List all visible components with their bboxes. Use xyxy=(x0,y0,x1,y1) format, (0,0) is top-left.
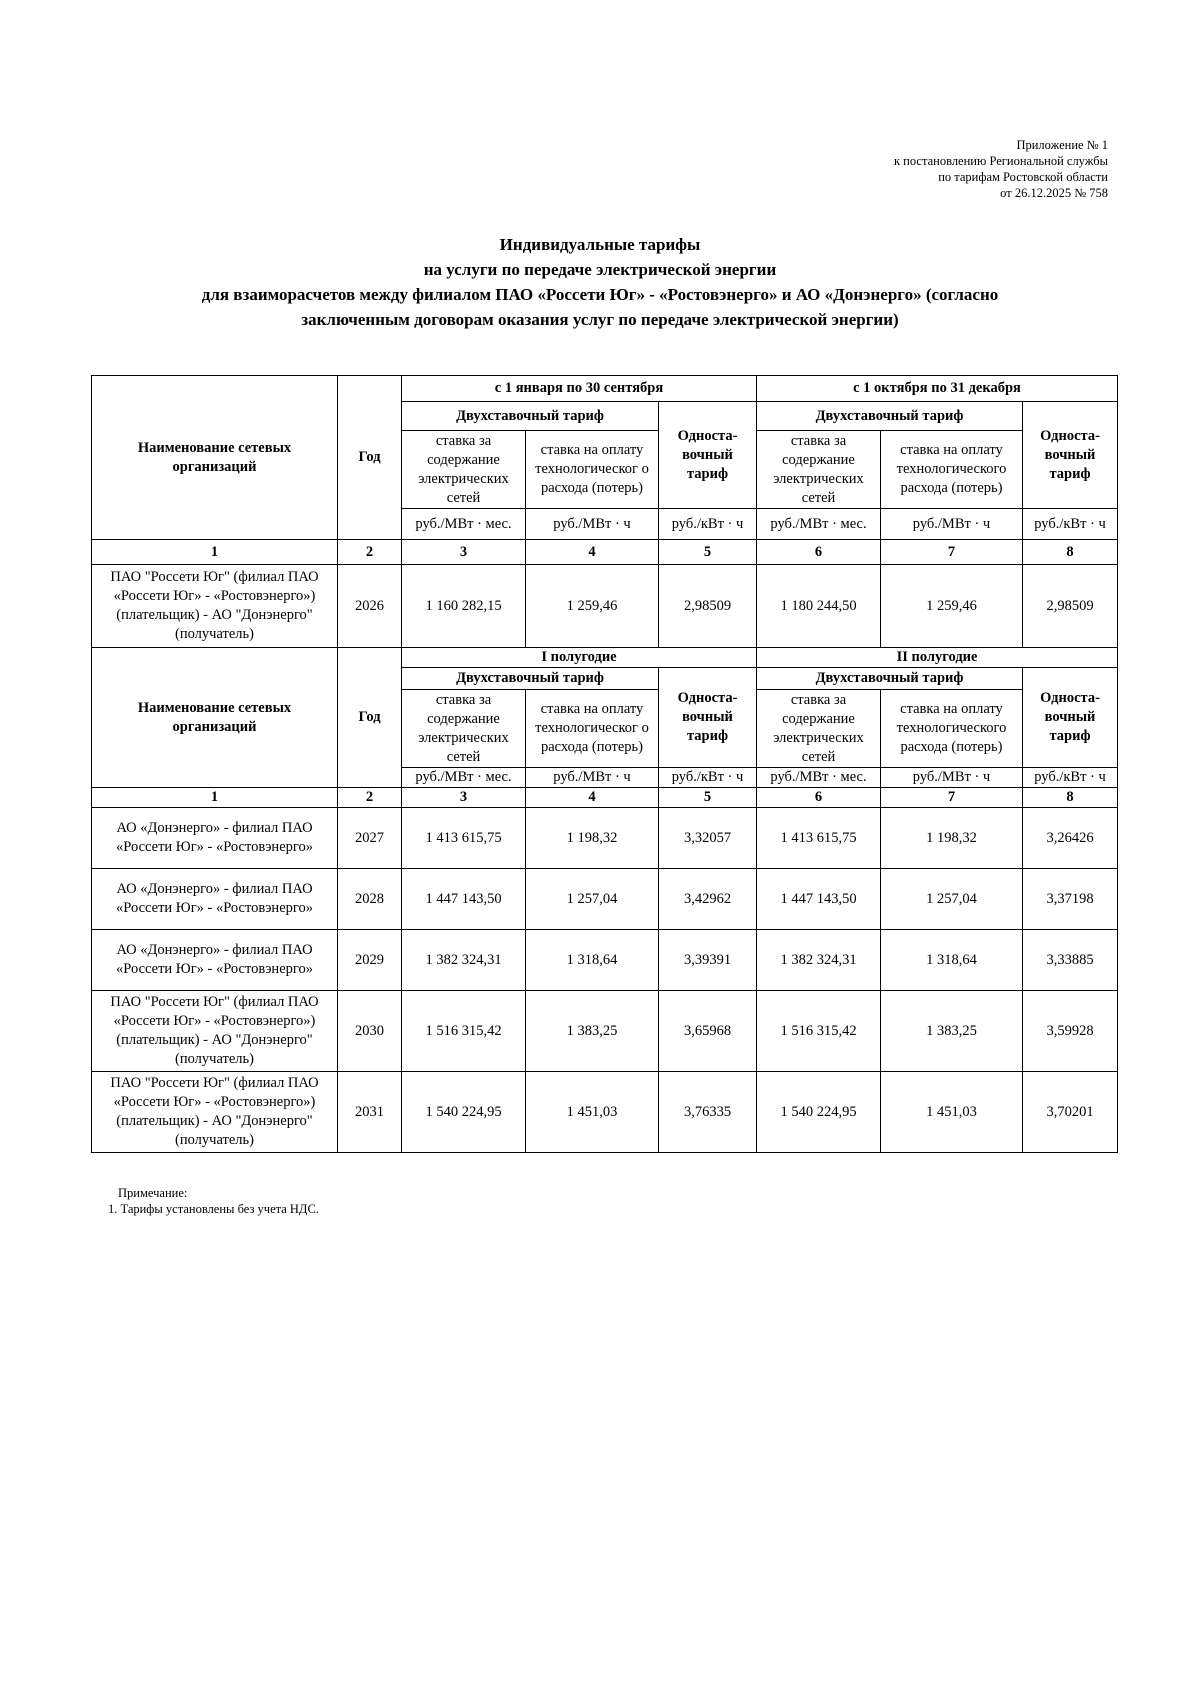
value-cell: 3,65968 xyxy=(659,991,757,1072)
header-two-rate: Двухставочный тариф xyxy=(402,402,659,431)
appendix-line: по тарифам Ростовской области xyxy=(938,170,1108,184)
value-cell: 3,70201 xyxy=(1023,1072,1118,1153)
org-name-cell: ПАО "Россети Юг" (филиал ПАО «Россети Юг» - «Ростовэнерго») (плательщик) - АО "Донэнерго" (получатель) xyxy=(92,991,338,1072)
unit-cell: руб./МВт · ч xyxy=(526,509,659,540)
column-number: 8 xyxy=(1023,788,1118,808)
header-two-rate: Двухставочный тариф xyxy=(402,668,659,690)
column-number: 7 xyxy=(881,540,1023,565)
value-cell: 1 413 615,75 xyxy=(402,808,526,869)
org-name-cell: ПАО "Россети Юг" (филиал ПАО «Россети Юг» - «Ростовэнерго») (плательщик) - АО "Донэнерго" (получатель) xyxy=(92,1072,338,1153)
header-rate-maintenance: ставка за содержание электрических сетей xyxy=(402,690,526,768)
value-cell: 3,59928 xyxy=(1023,991,1118,1072)
value-cell: 1 413 615,75 xyxy=(757,808,881,869)
value-cell: 1 516 315,42 xyxy=(757,991,881,1072)
header-rate-loss: ставка на оплату технологическог о расхода (потерь) xyxy=(526,431,659,509)
table-row xyxy=(92,565,1118,648)
year-cell: 2029 xyxy=(338,930,402,991)
header-one-rate: Односта-вочный тариф xyxy=(659,402,757,509)
title-line: Индивидуальные тарифы xyxy=(499,235,701,254)
value-cell: 1 451,03 xyxy=(526,1072,659,1153)
header-rate-loss: ставка на оплату технологического расхода (потерь) xyxy=(881,431,1023,509)
header-org-name: Наименование сетевых организаций xyxy=(92,376,338,540)
column-number: 6 xyxy=(757,540,881,565)
header-period-1: с 1 января по 30 сентября xyxy=(402,376,757,402)
value-cell: 1 259,46 xyxy=(526,565,659,648)
value-cell: 1 382 324,31 xyxy=(757,930,881,991)
header-one-rate: Односта-вочный тариф xyxy=(1023,668,1118,768)
column-number: 5 xyxy=(659,540,757,565)
unit-cell: руб./МВт · ч xyxy=(526,768,659,788)
org-name-cell: АО «Донэнерго» - филиал ПАО «Россети Юг» - «Ростовэнерго» xyxy=(92,869,338,930)
header-period-2: с 1 октября по 31 декабря xyxy=(757,376,1118,402)
header-org-name: Наименование сетевых организаций xyxy=(92,648,338,788)
value-cell: 1 257,04 xyxy=(881,869,1023,930)
value-cell: 3,39391 xyxy=(659,930,757,991)
column-number: 5 xyxy=(659,788,757,808)
column-number: 7 xyxy=(881,788,1023,808)
unit-cell: руб./МВт · мес. xyxy=(402,509,526,540)
value-cell: 2,98509 xyxy=(659,565,757,648)
value-cell: 1 383,25 xyxy=(526,991,659,1072)
header-rate-loss: ставка на оплату технологическог о расхода (потерь) xyxy=(526,690,659,768)
value-cell: 1 257,04 xyxy=(526,869,659,930)
header-one-rate: Односта-вочный тариф xyxy=(659,668,757,768)
value-cell: 1 198,32 xyxy=(526,808,659,869)
header-two-rate: Двухставочный тариф xyxy=(757,668,1023,690)
column-number: 2 xyxy=(338,540,402,565)
table-row xyxy=(92,930,1118,991)
value-cell: 1 447 143,50 xyxy=(402,869,526,930)
value-cell: 1 382 324,31 xyxy=(402,930,526,991)
appendix-line: Приложение № 1 xyxy=(1016,138,1108,152)
unit-cell: руб./кВт · ч xyxy=(659,768,757,788)
title-line: для взаиморасчетов между филиалом ПАО «Россети Юг» - «Ростовэнерго» и АО «Донэнерго» (согласно xyxy=(201,285,999,304)
title-line: заключенным договорам оказания услуг по передаче электрической энергии) xyxy=(301,310,899,329)
header-two-rate: Двухставочный тариф xyxy=(757,402,1023,431)
title-line: на услуги по передаче электрической энергии xyxy=(423,260,777,279)
header-rate-maintenance: ставка за содержание электрических сетей xyxy=(757,431,881,509)
org-name-cell: АО «Донэнерго» - филиал ПАО «Россети Юг» - «Ростовэнерго» xyxy=(92,808,338,869)
table-row xyxy=(92,808,1118,869)
column-number: 3 xyxy=(402,788,526,808)
unit-cell: руб./МВт · мес. xyxy=(757,509,881,540)
value-cell: 1 447 143,50 xyxy=(757,869,881,930)
value-cell: 1 160 282,15 xyxy=(402,565,526,648)
header-year: Год xyxy=(338,648,402,788)
column-number: 1 xyxy=(92,540,338,565)
org-name-cell: ПАО "Россети Юг" (филиал ПАО «Россети Юг» - «Ростовэнерго») (плательщик) - АО "Донэнерго" (получатель) xyxy=(92,565,338,648)
value-cell: 3,33885 xyxy=(1023,930,1118,991)
value-cell: 3,32057 xyxy=(659,808,757,869)
header-half-1: I полугодие xyxy=(402,648,757,668)
value-cell: 1 318,64 xyxy=(526,930,659,991)
value-cell: 1 451,03 xyxy=(881,1072,1023,1153)
unit-cell: руб./кВт · ч xyxy=(1023,509,1118,540)
unit-cell: руб./МВт · ч xyxy=(881,768,1023,788)
unit-cell: руб./МВт · мес. xyxy=(402,768,526,788)
column-number: 4 xyxy=(526,540,659,565)
value-cell: 1 198,32 xyxy=(881,808,1023,869)
unit-cell: руб./кВт · ч xyxy=(1023,768,1118,788)
year-cell: 2030 xyxy=(338,991,402,1072)
column-number: 3 xyxy=(402,540,526,565)
document-title xyxy=(60,232,1140,332)
value-cell: 3,37198 xyxy=(1023,869,1118,930)
value-cell: 3,26426 xyxy=(1023,808,1118,869)
year-cell: 2028 xyxy=(338,869,402,930)
tariffs-table xyxy=(91,375,1118,1153)
header-year: Год xyxy=(338,376,402,540)
note-section xyxy=(108,1185,319,1217)
value-cell: 1 318,64 xyxy=(881,930,1023,991)
header-row-halves xyxy=(92,648,1118,668)
value-cell: 3,76335 xyxy=(659,1072,757,1153)
header-rate-maintenance: ставка за содержание электрических сетей xyxy=(402,431,526,509)
column-number: 1 xyxy=(92,788,338,808)
value-cell: 1 540 224,95 xyxy=(402,1072,526,1153)
header-row-periods xyxy=(92,376,1118,402)
column-number: 8 xyxy=(1023,540,1118,565)
header-one-rate: Односта-вочный тариф xyxy=(1023,402,1118,509)
org-name-cell: АО «Донэнерго» - филиал ПАО «Россети Юг» - «Ростовэнерго» xyxy=(92,930,338,991)
column-numbers-row xyxy=(92,788,1118,808)
column-number: 2 xyxy=(338,788,402,808)
note-title: Примечание: xyxy=(118,1186,188,1200)
header-rate-maintenance: ставка за содержание электрических сетей xyxy=(757,690,881,768)
value-cell: 2,98509 xyxy=(1023,565,1118,648)
value-cell: 1 383,25 xyxy=(881,991,1023,1072)
appendix-line: к постановлению Региональной службы xyxy=(893,154,1108,168)
unit-cell: руб./кВт · ч xyxy=(659,509,757,540)
column-number: 4 xyxy=(526,788,659,808)
column-number: 6 xyxy=(757,788,881,808)
year-cell: 2027 xyxy=(338,808,402,869)
column-numbers-row xyxy=(92,540,1118,565)
header-half-2: II полугодие xyxy=(757,648,1118,668)
table-row xyxy=(92,1072,1118,1153)
table-row xyxy=(92,869,1118,930)
unit-cell: руб./МВт · ч xyxy=(881,509,1023,540)
year-cell: 2031 xyxy=(338,1072,402,1153)
header-rate-loss: ставка на оплату технологического расхода (потерь) xyxy=(881,690,1023,768)
value-cell: 1 180 244,50 xyxy=(757,565,881,648)
unit-cell: руб./МВт · мес. xyxy=(757,768,881,788)
value-cell: 1 259,46 xyxy=(881,565,1023,648)
value-cell: 1 540 224,95 xyxy=(757,1072,881,1153)
appendix-line: от 26.12.2025 № 758 xyxy=(1000,186,1108,200)
table-row xyxy=(92,991,1118,1072)
note-item: 1. Тарифы установлены без учета НДС. xyxy=(108,1202,319,1216)
appendix-reference xyxy=(708,137,1108,201)
value-cell: 1 516 315,42 xyxy=(402,991,526,1072)
year-cell: 2026 xyxy=(338,565,402,648)
value-cell: 3,42962 xyxy=(659,869,757,930)
